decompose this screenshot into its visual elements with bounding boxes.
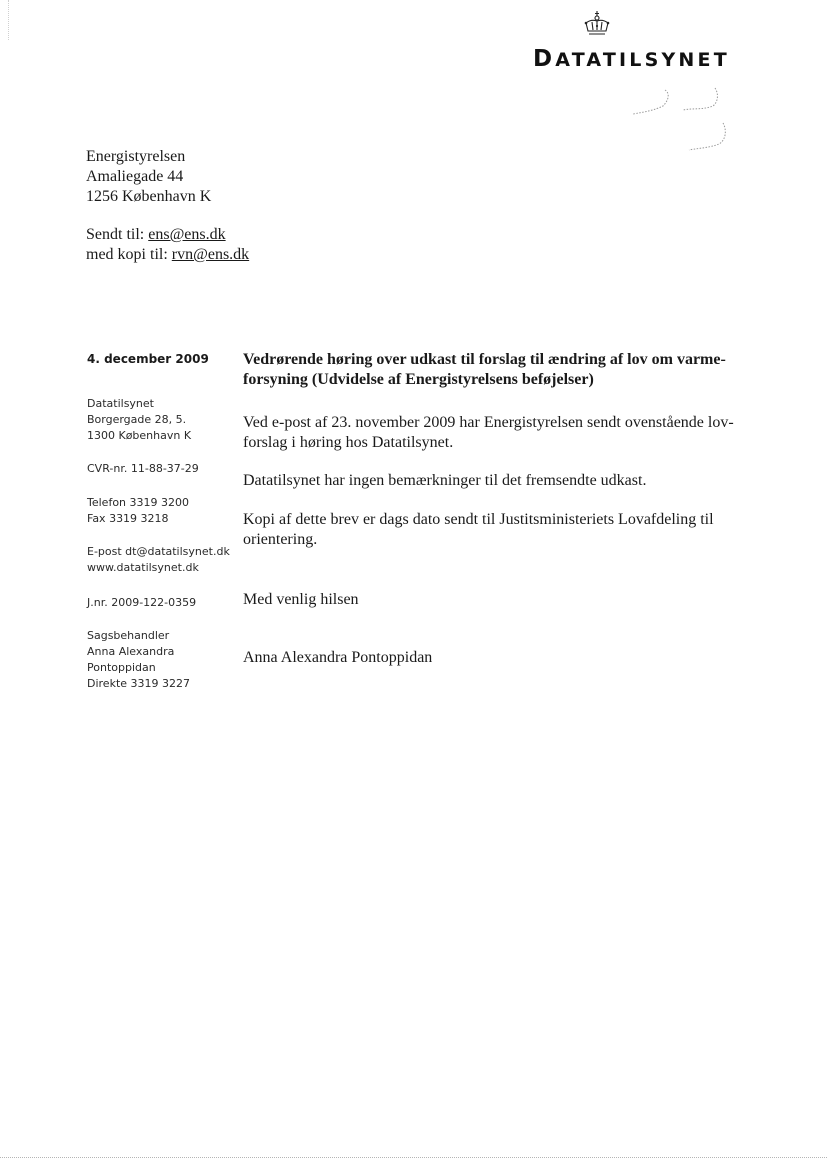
signature-name: Anna Alexandra Pontoppidan [243, 649, 433, 666]
case-handler-name: Pontoppidan [87, 661, 156, 674]
body-paragraph: Kopi af dette brev er dags dato sendt til Justitsministeriets Lovafdeling til orientering. [243, 511, 714, 548]
sent-to-label: Sendt til: [86, 226, 149, 243]
organization-logo: DATATILSYNET [533, 46, 730, 72]
journal-number: J.nr. 2009-122-0359 [87, 596, 197, 609]
recipient-line: 1256 København K [86, 188, 212, 205]
sender-email: E-post dt@datatilsynet.dk [87, 545, 230, 558]
recipient-address [86, 147, 211, 207]
scan-edge-mark [8, 0, 9, 40]
cc-label: med kopi til: [86, 246, 172, 263]
case-handler-label: Sagsbehandler [87, 629, 170, 642]
sender-website: www.datatilsynet.dk [87, 561, 199, 574]
crown-icon [582, 10, 612, 38]
body-paragraph: Ved e-post af 23. november 2009 har Energistyrelsen sendt ovenstående lov-forslag i høring hos Datatilsynet. [243, 414, 734, 451]
recipient-line: Amaliegade 44 [86, 168, 184, 185]
direct-phone: Direkte 3319 3227 [87, 677, 191, 690]
sent-to-block [86, 225, 249, 265]
sent-to-email-link[interactable]: ens@ens.dk [148, 226, 226, 243]
cvr-number: CVR-nr. 11-88-37-29 [87, 462, 199, 475]
case-handler-name: Anna Alexandra [87, 645, 175, 658]
recipient-line: Energistyrelsen [86, 148, 186, 165]
sender-city: 1300 København K [87, 429, 192, 442]
page-bottom-divider [0, 1157, 827, 1158]
sender-street: Borgergade 28, 5. [87, 413, 187, 426]
letter-date: 4. december 2009 [87, 352, 209, 366]
received-stamp-marks [615, 78, 745, 163]
sender-name: Datatilsynet [87, 397, 154, 410]
body-paragraph: Datatilsynet har ingen bemærkninger til det fremsendte udkast. [243, 472, 647, 489]
cc-email-link[interactable]: rvn@ens.dk [171, 246, 250, 263]
phone-number: Telefon 3319 3200 [87, 496, 189, 509]
fax-number: Fax 3319 3218 [87, 512, 169, 525]
letter-subject: Vedrørende høring over udkast til forslag til ændring af lov om varme-forsyning (Udvidelse af Energistyrelsens beføjelser) [243, 351, 726, 388]
closing-greeting: Med venlig hilsen [243, 591, 359, 608]
